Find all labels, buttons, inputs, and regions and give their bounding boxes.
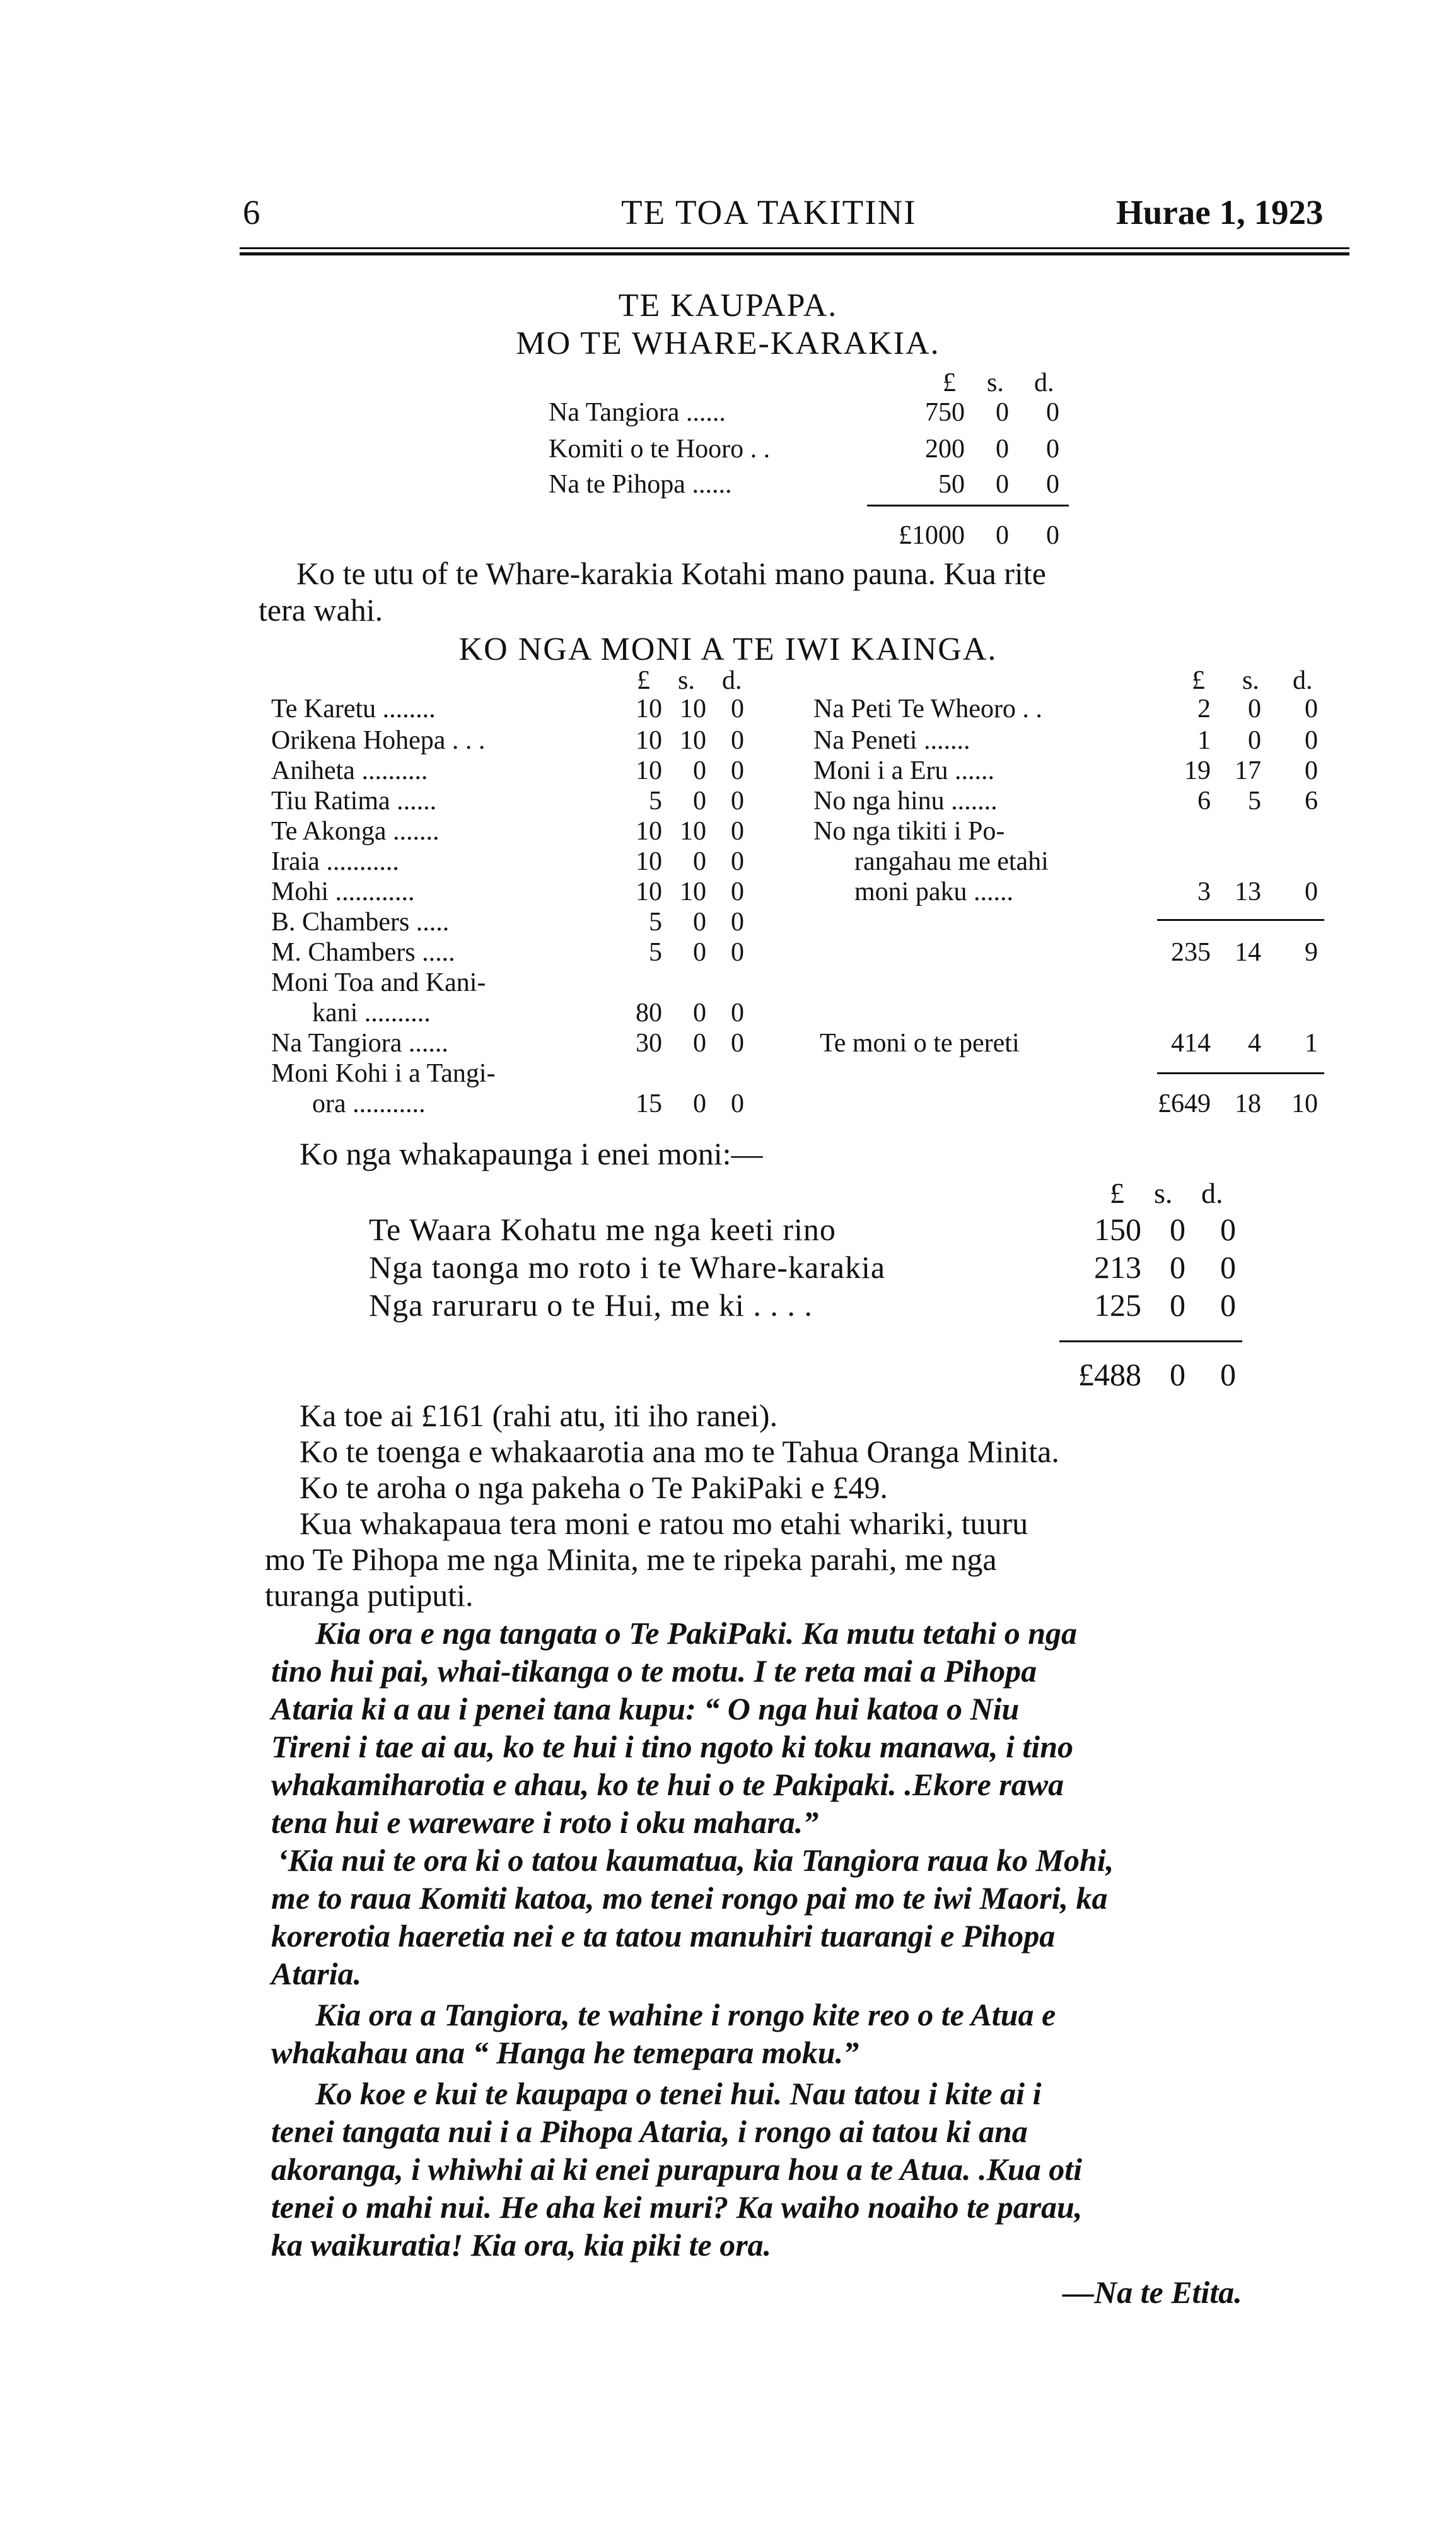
contributor-shillings: 10 [680,817,706,846]
editorial-line: tenei o mahi nui. He aha kei muri? Ka waiho noaiho te parau, [271,2189,1083,2225]
editorial-line: korerotia haeretia nei e ta tatou manuhiri tuarangi e Pihopa [271,1918,1056,1953]
contributor-pence: 0 [731,908,744,937]
contributor-shillings: 0 [1248,694,1261,723]
kaupapa-row-label: Na Tangiora ...... [549,398,726,427]
contributor-label: Na Peti Te Wheoro . . [813,694,1042,723]
editorial-line: ‘Kia nui te ora ki o tatou kaumatua, kia Tangiora raua ko Mohi, [277,1842,1114,1878]
grand-total-pounds: £649 [1158,1089,1211,1118]
contributor-shillings: 0 [693,999,706,1028]
col-head-pence: d. [722,666,742,695]
contributor-pounds: 80 [636,999,662,1028]
note-line: Kua whakapaua tera moni e ratou mo etahi whariki, tuuru [300,1506,1028,1541]
contributor-label: kani .......... [312,999,431,1028]
editorial-line: Kia ora a Tangiora, te wahine i rongo kite reo o te Atua e [315,1997,1056,2032]
col-head-shillings: s. [678,666,695,695]
contributor-label: Na Tangiora ...... [271,1029,448,1058]
editorial-line: tenei tangata nui i a Pihopa Ataria, i rongo ai tatou ki ana [271,2114,1028,2149]
note-line: turanga putiputi. [265,1578,474,1613]
contributor-label: Mohi ............ [271,877,415,906]
editorial-line: ka waikuratia! Kia ora, kia piki te ora. [271,2227,772,2263]
contributor-pounds: 10 [636,817,662,846]
subtotal-shillings: 14 [1235,938,1261,967]
contributor-label: Te Akonga ....... [271,817,440,846]
kaupapa-row-pence: 0 [1046,470,1059,499]
contributor-pounds: 5 [649,938,662,967]
contributor-label: Moni Toa and Kani- [271,968,486,997]
contributor-pounds: 10 [636,694,662,723]
contributor-shillings: 0 [693,756,706,785]
editorial-line: Ko koe e kui te kaupapa o tenei hui. Nau tatou i kite ai i [315,2076,1042,2111]
kaupapa-row-shillings: 0 [996,435,1009,464]
editorial-line: whakamiharotia e ahau, ko te hui o te Pakipaki. .Ekore rawa [271,1767,1064,1802]
col-head-pounds: £ [1110,1177,1124,1209]
contributor-shillings: 0 [1248,726,1261,755]
pereti-label: Te moni o te pereti [820,1029,1020,1058]
contributor-shillings: 0 [693,1029,706,1058]
editorial-line: Kia ora e nga tangata o Te PakiPaki. Ka mutu tetahi o nga [315,1615,1078,1651]
contributor-pence: 6 [1305,787,1318,816]
contributor-label: No nga tikiti i Po- [813,817,1005,846]
col-head-pence: d. [1201,1177,1223,1209]
contributor-label: M. Chambers ..... [271,938,455,967]
whakapaunga-intro: Ko nga whakapaunga i enei moni:— [300,1136,763,1171]
grand-total-rule [1157,1072,1324,1074]
kaupapa-row-label: Komiti o te Hooro . . [549,435,771,464]
kaupapa-total-shillings: 0 [996,521,1009,550]
section-subtitle-whare-karakia: MO TE WHARE-KARAKIA. [516,325,940,361]
contributor-shillings: 10 [680,877,706,906]
subtotal-pence: 9 [1305,938,1318,967]
editorial-line: Ataria. [271,1956,362,1991]
col-head-pence: d. [1034,368,1054,397]
expense-pence: 0 [1220,1212,1236,1247]
contributor-label: Iraia ........... [271,847,399,876]
expense-pence: 0 [1220,1287,1236,1323]
contributor-pounds: 15 [636,1089,662,1118]
contributor-pounds: 10 [636,756,662,785]
expense-shillings: 0 [1170,1287,1185,1323]
expense-label: Te Waara Kohatu me nga keeti rino [369,1212,836,1247]
contributor-shillings: 10 [680,726,706,755]
contributor-shillings: 0 [693,1089,706,1118]
header-rule-thick [240,252,1349,255]
contributor-pence: 0 [1305,877,1318,906]
contributor-pounds: 10 [636,877,662,906]
expense-shillings: 0 [1170,1212,1185,1247]
kaupapa-row-pounds: 750 [925,398,965,427]
kaupapa-total-rule [867,505,1069,507]
contributor-shillings: 5 [1248,787,1261,816]
kaupapa-row-pence: 0 [1046,398,1059,427]
subtotal-pounds: 235 [1171,938,1211,967]
utu-paragraph-line: tera wahi. [259,592,383,628]
col-head-pence: d. [1293,666,1313,695]
grand-total-shillings: 18 [1235,1089,1261,1118]
pereti-pence: 1 [1305,1029,1318,1058]
note-line: Ko te toenga e whakaarotia ana mo te Tahua Oranga Minita. [300,1434,1059,1469]
kaupapa-total-pence: 0 [1046,521,1059,550]
subtotal-rule [1157,919,1324,921]
section-title-moni: KO NGA MONI A TE IWI KAINGA. [458,631,998,667]
page-number: 6 [243,193,260,231]
pereti-pounds: 414 [1171,1029,1211,1058]
signature: —Na te Etita. [1063,2275,1242,2310]
contributor-pence: 0 [731,847,744,876]
contributor-label: B. Chambers ..... [271,908,450,937]
expense-total-rule [1059,1340,1242,1342]
expense-pounds: 150 [1094,1212,1141,1247]
contributor-shillings: 17 [1235,756,1261,785]
contributor-label: ora ........... [312,1089,426,1118]
contributor-pence: 0 [731,938,744,967]
kaupapa-row-label: Na te Pihopa ...... [549,470,732,499]
expense-total-shillings: 0 [1170,1357,1185,1392]
col-head-shillings: s. [1154,1177,1173,1209]
contributor-pence: 0 [1305,726,1318,755]
grand-total-pence: 10 [1291,1089,1318,1118]
col-head-pounds: £ [637,666,650,695]
col-head-pounds: £ [1192,666,1205,695]
contributor-shillings: 0 [693,908,706,937]
kaupapa-row-shillings: 0 [996,470,1009,499]
col-head-pounds: £ [943,368,956,397]
contributor-label: moni paku ...... [854,877,1013,906]
contributor-label: No nga hinu ....... [813,787,998,816]
contributor-shillings: 0 [693,847,706,876]
section-title-kaupapa: TE KAUPAPA. [618,288,838,324]
contributor-pence: 0 [1305,756,1318,785]
header-rule [240,247,1349,249]
expense-total-pence: 0 [1220,1357,1236,1392]
contributor-pounds: 5 [649,787,662,816]
contributor-pounds: 5 [649,908,662,937]
contributor-pounds: 10 [636,726,662,755]
contributor-pence: 0 [731,1089,744,1118]
pereti-shillings: 4 [1248,1029,1261,1058]
col-head-shillings: s. [987,368,1004,397]
contributor-pence: 0 [1305,694,1318,723]
contributor-pounds: 3 [1197,877,1211,906]
kaupapa-row-pence: 0 [1046,435,1059,464]
contributor-label: Moni Kohi i a Tangi- [271,1059,496,1088]
expense-pence: 0 [1220,1250,1236,1285]
contributor-pounds: 6 [1197,787,1211,816]
contributor-label: Orikena Hohepa . . . [271,726,486,755]
editorial-line: Ataria ki a au i penei tana kupu: “ O nga hui katoa o Niu [271,1691,1020,1726]
note-line: Ko te aroha o nga pakeha o Te PakiPaki e £49. [300,1470,888,1505]
contributor-pence: 0 [731,999,744,1028]
expense-label: Nga taonga mo roto i te Whare-karakia [369,1250,886,1285]
contributor-shillings: 0 [693,787,706,816]
kaupapa-row-pounds: 200 [925,435,965,464]
editorial-line: tena hui e wareware i roto i oku mahara.” [271,1805,819,1840]
expense-total-pounds: £488 [1078,1357,1141,1392]
contributor-pence: 0 [731,1029,744,1058]
editorial-line: whakahau ana “ Hanga he temepara moku.” [271,2035,859,2070]
kaupapa-row-pounds: 50 [938,470,965,499]
contributor-pence: 0 [731,877,744,906]
expense-shillings: 0 [1170,1250,1185,1285]
expense-label: Nga raruraru o te Hui, me ki . . . . [369,1287,813,1323]
contributor-pence: 0 [731,694,744,723]
contributor-pence: 0 [731,756,744,785]
contributor-pounds: 10 [636,847,662,876]
utu-paragraph-line: Ko te utu of te Whare-karakia Kotahi mano pauna. Kua rite [296,556,1046,591]
expense-pounds: 213 [1094,1250,1141,1285]
contributor-pence: 0 [731,726,744,755]
contributor-label: Na Peneti ....... [813,726,970,755]
contributor-pounds: 19 [1184,756,1211,785]
contributor-shillings: 13 [1235,877,1261,906]
note-line: Ka toe ai £161 (rahi atu, iti iho ranei). [300,1398,778,1433]
contributor-label: rangahau me etahi [854,847,1049,876]
expense-pounds: 125 [1094,1287,1141,1323]
contributor-shillings: 10 [680,694,706,723]
contributor-label: Tiu Ratima ...... [271,787,437,816]
kaupapa-total-pounds: £1000 [899,521,965,550]
editorial-line: tino hui pai, whai-tikanga o te motu. I te reta mai a Pihopa [271,1653,1037,1689]
contributor-shillings: 0 [693,938,706,967]
kaupapa-row-shillings: 0 [996,398,1009,427]
contributor-pence: 0 [731,817,744,846]
contributor-pounds: 2 [1197,694,1211,723]
col-head-shillings: s. [1242,666,1259,695]
note-line: mo Te Pihopa me nga Minita, me te ripeka parahi, me nga [265,1542,997,1577]
issue-date: Hurae 1, 1923 [1116,193,1324,231]
contributor-label: Moni i a Eru ...... [813,756,994,785]
contributor-pounds: 30 [636,1029,662,1058]
editorial-line: akoranga, i whiwhi ai ki enei purapura hou a te Atua. .Kua oti [271,2152,1082,2187]
contributor-pence: 0 [731,787,744,816]
contributor-label: Te Karetu ........ [271,694,436,723]
contributor-pounds: 1 [1197,726,1211,755]
contributor-label: Aniheta .......... [271,756,428,785]
editorial-line: me to raua Komiti katoa, mo tenei rongo pai mo te iwi Maori, ka [271,1880,1108,1916]
editorial-line: Tireni i tae ai au, ko te hui i tino ngoto ki toku manawa, i tino [271,1729,1073,1764]
masthead-title: TE TOA TAKITINI [621,193,917,231]
